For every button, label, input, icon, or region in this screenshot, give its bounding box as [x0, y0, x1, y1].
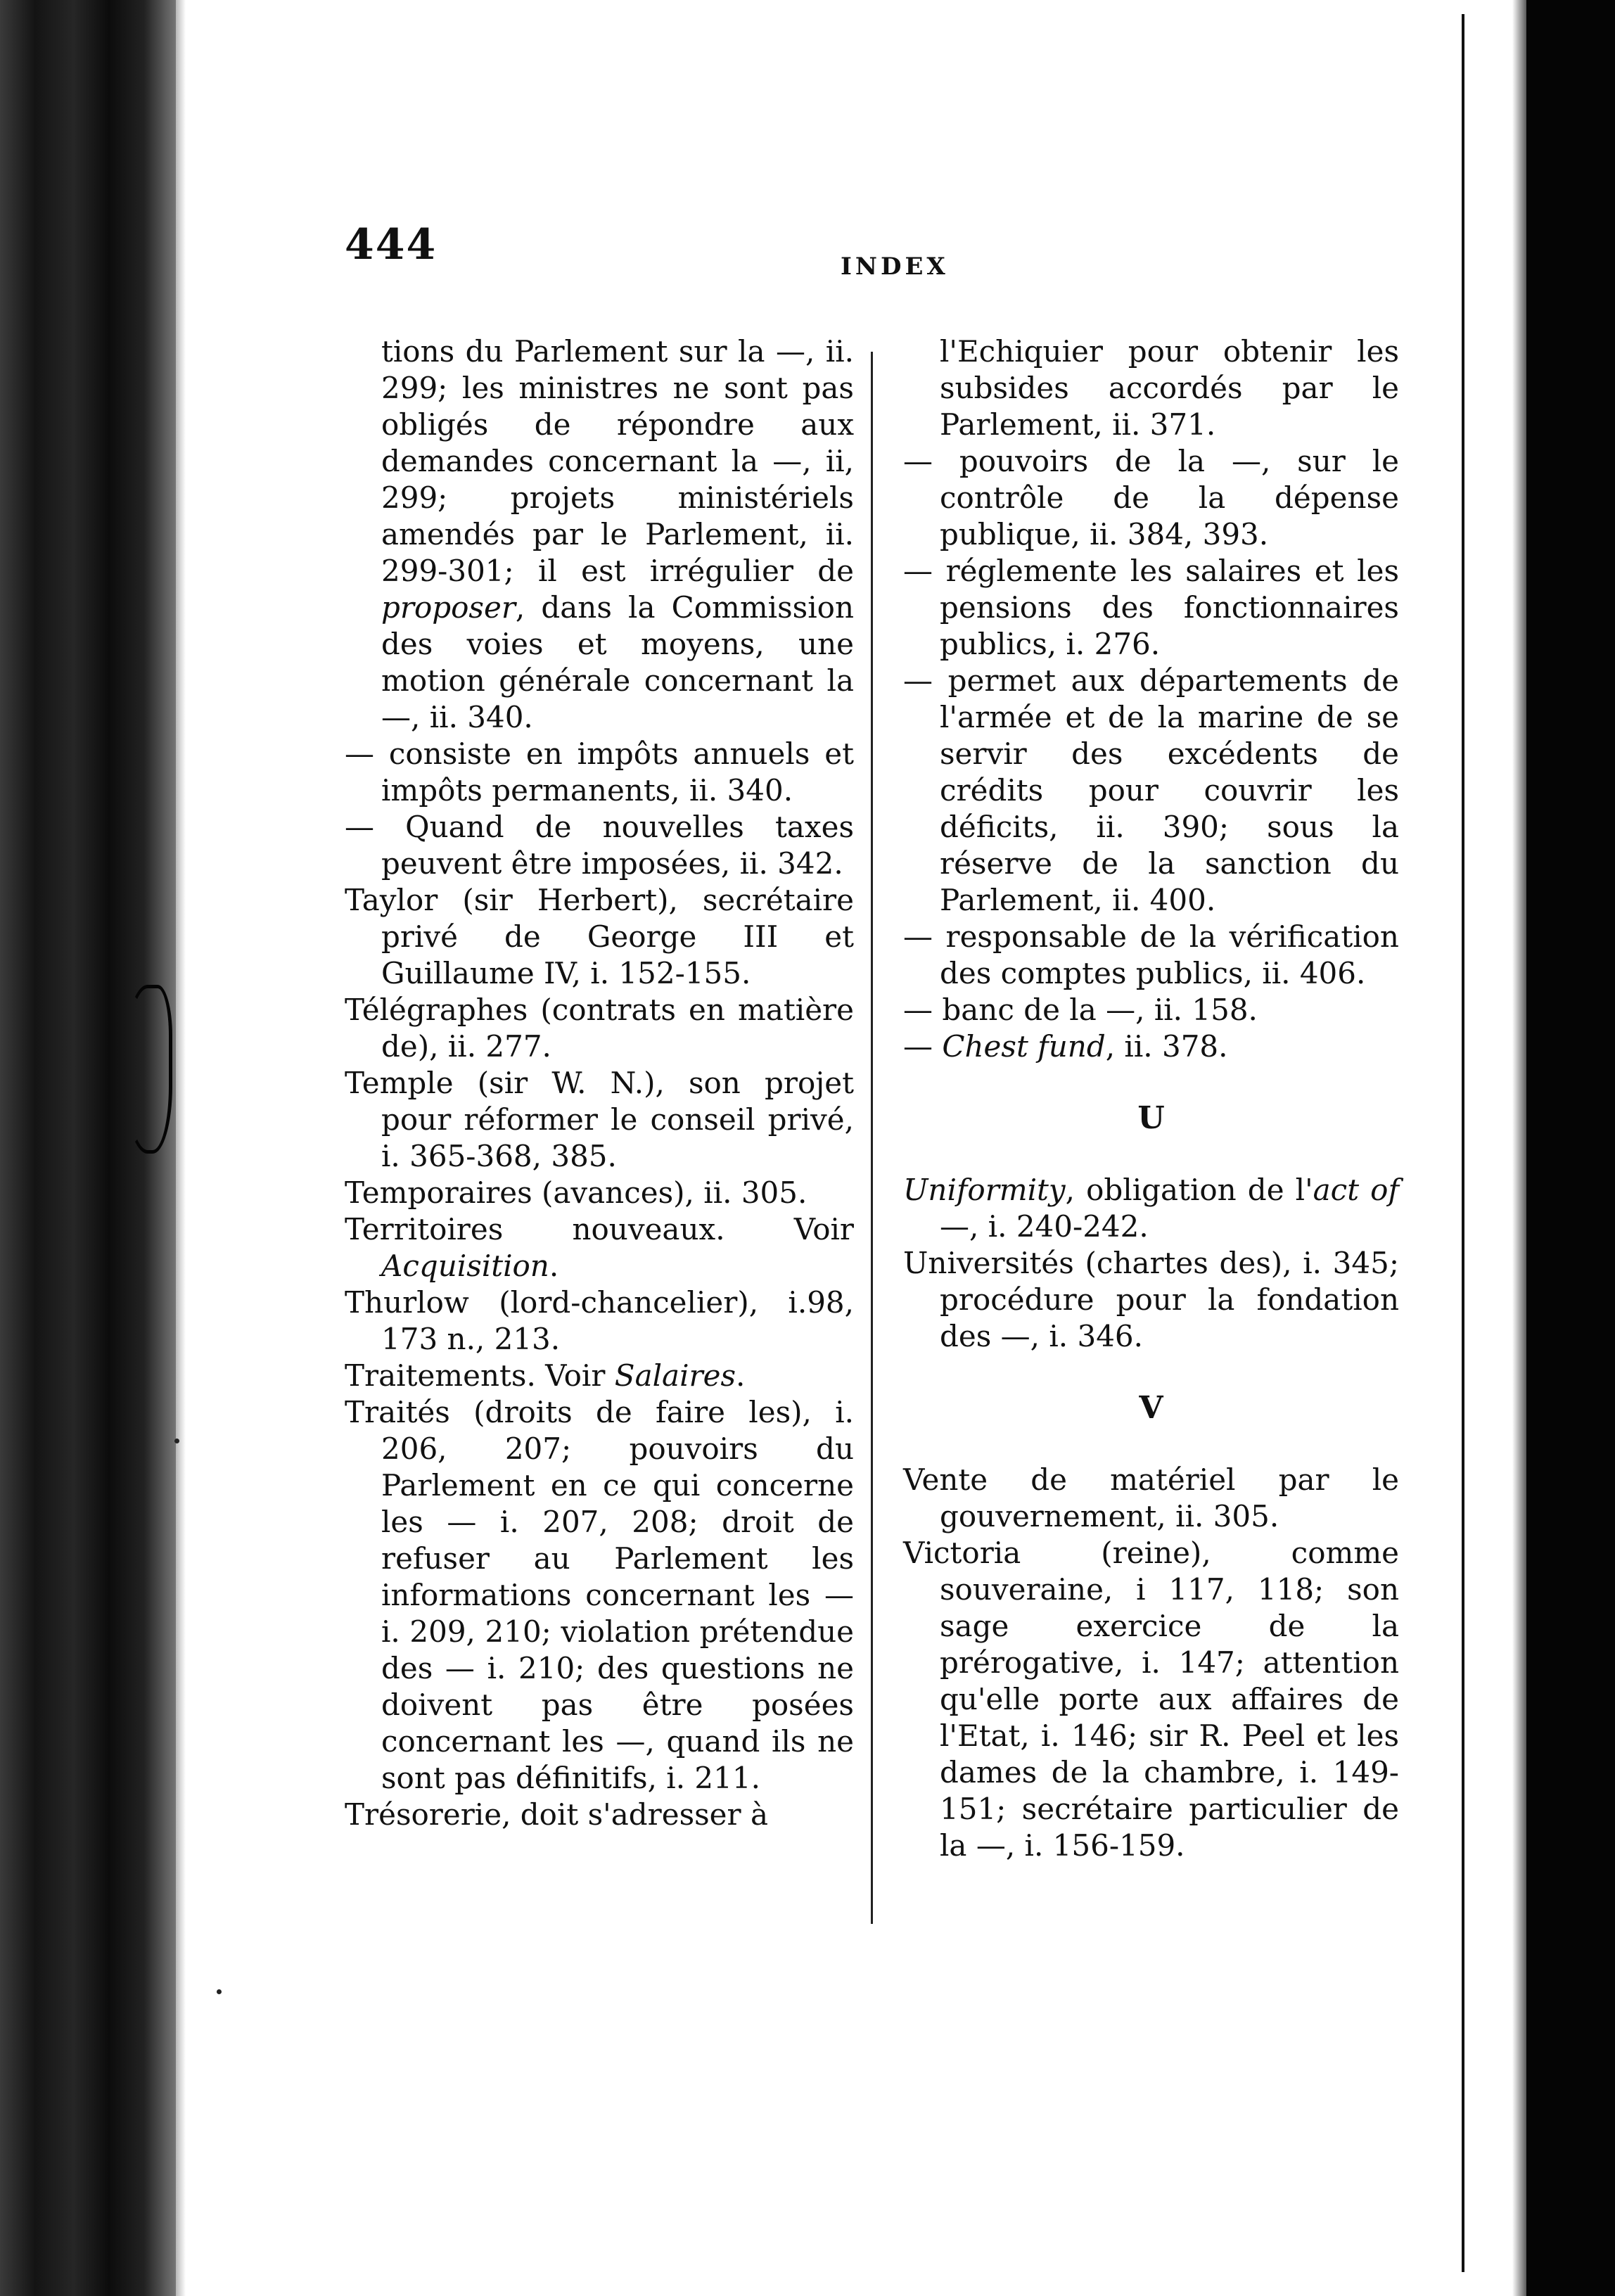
index-entry-temporaires: Temporaires (avances), ii. 305.	[345, 1175, 808, 1210]
continuation-tail: , dans la Commission des voies et moyens, une motion générale concernant la —, ii. 340.	[381, 590, 854, 734]
entry-italic: act of	[1313, 1173, 1400, 1207]
section-letter-v: V	[1139, 1390, 1163, 1426]
scan-speck	[217, 1989, 222, 1994]
index-subentry: — consiste en impôts annuels et impôts permanents, ii. 340.	[345, 736, 854, 808]
cross-reference: Acquisition	[381, 1249, 549, 1283]
scan-speck	[174, 1439, 179, 1443]
index-subentry: — banc de la —, ii. 158.	[903, 993, 1258, 1027]
scan-border-right	[1526, 0, 1615, 2296]
index-subentry: — pouvoirs de la —, sur le contrôle de la dépense publique, ii. 384, 393.	[903, 444, 1399, 551]
index-subentry: — permet aux départements de l'armée et de la marine de se servir des excédents de crédits pour couvrir les déficits, ii. 390; sous la réserve de la sanction du Parlement, ii. 400.	[903, 663, 1399, 917]
cross-reference: Salaires	[614, 1358, 736, 1393]
index-entry-temple: Temple (sir W. N.), son projet pour réformer le conseil privé, i. 365-368, 385.	[345, 1066, 854, 1173]
entry-tail: —, i. 240-242.	[940, 1209, 1149, 1244]
binding-stitch-mark	[123, 985, 172, 1154]
index-column-left	[345, 333, 854, 1833]
index-entry-telegraphes: Télégraphes (contrats en matière de), ii. 277.	[345, 993, 854, 1064]
index-subentry: — responsable de la vérification des comptes publics, ii. 406.	[903, 919, 1399, 990]
index-entry-vente: Vente de matériel par le gouvernement, ii. 305.	[903, 1462, 1399, 1533]
entry-text: Territoires nouveaux. Voir	[345, 1212, 854, 1246]
continuation-paragraph: l'Echiquier pour obtenir les subsides accordés par le Parlement, ii. 371.	[940, 334, 1399, 442]
index-entry-taylor: Taylor (sir Herbert), secrétaire privé de George III et Guillaume IV, i. 152-155.	[345, 883, 854, 990]
running-head: INDEX	[841, 253, 949, 281]
index-entry-thurlow: Thurlow (lord-chancelier), i.98, 173 n., 213.	[345, 1285, 854, 1356]
index-entry-uniformity	[903, 1172, 1399, 1245]
page-gutter-shadow	[176, 0, 186, 2296]
page-number: 444	[345, 220, 438, 269]
index-entry-tresorerie: Trésorerie, doit s'adresser à	[345, 1797, 769, 1832]
index-subentry-chest-fund	[903, 1028, 1399, 1065]
index-subentry: — Quand de nouvelles taxes peuvent être imposées, ii. 342.	[345, 810, 854, 881]
index-subentry: — réglemente les salaires et les pensions des fonctionnaires publics, i. 276.	[903, 554, 1399, 661]
continuation-text: tions du Parlement sur la —, ii. 299; les ministres ne sont pas obligés de répondre aux demandes concernant la —, ii, 299; projets ministériels amendés par le Parlement, ii. 299-301; il est irrégulier de	[381, 334, 854, 588]
page-edge-shadow	[1512, 0, 1526, 2296]
entry-text: , obligation de l'	[1065, 1173, 1313, 1207]
continuation-italic: proposer	[381, 590, 516, 625]
index-entry-victoria: Victoria (reine), comme souveraine, i 117, 118; son sage exercice de la prérogative, i. 147; attention qu'elle porte aux affaires de l'Etat, i. 146; sir R. Peel et les dames de la chambre, i. 149-151; secrétaire particulier de la —, i. 156-159.	[903, 1536, 1399, 1863]
index-entry-traitements	[345, 1358, 854, 1394]
index-entry-universites: Universités (chartes des), i. 345; procédure pour la fondation des —, i. 346.	[903, 1246, 1399, 1353]
index-entry-traites: Traités (droits de faire les), i. 206, 207; pouvoirs du Parlement en ce qui concerne les — i. 207, 208; droit de refuser au Parlement les informations concernant les — i. 209, 210; violation prétendue des — i. 210; des questions ne doivent pas être posées concernant les —, quand ils ne sont pas définitifs, i. 211.	[345, 1395, 854, 1795]
entry-tail: , ii. 378.	[1105, 1029, 1228, 1064]
entry-text: —	[903, 1029, 943, 1064]
entry-text: Traitements. Voir	[345, 1358, 615, 1393]
index-column-right	[903, 333, 1399, 1864]
entry-italic: Chest fund	[942, 1029, 1106, 1064]
entry-tail: .	[736, 1358, 746, 1393]
continuation-paragraph	[345, 333, 854, 736]
entry-tail: .	[549, 1249, 559, 1283]
index-entry-territoires	[345, 1211, 854, 1284]
entry-italic: Uniformity	[903, 1173, 1066, 1207]
page-edge-line	[1462, 14, 1464, 2272]
section-letter-u: U	[1137, 1100, 1165, 1136]
column-divider	[871, 352, 873, 1924]
